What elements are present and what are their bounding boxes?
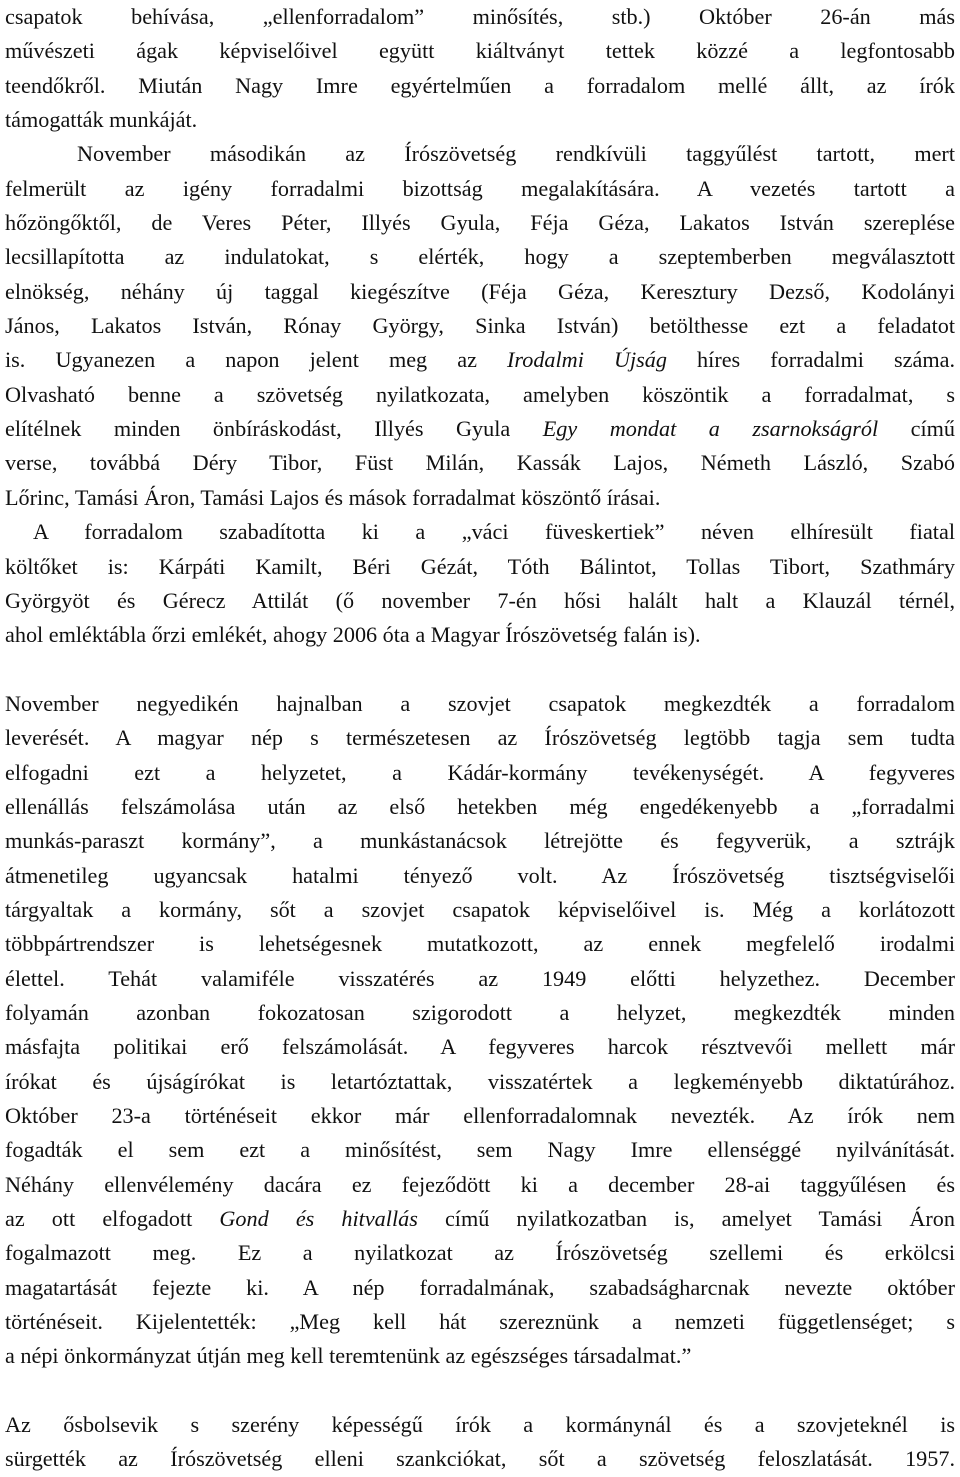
paragraph-start-line: A forradalom szabadította ki a „váci füveskertiek” néven elhíresült fiatal: [33, 519, 955, 545]
italic-title: Gond és hitvallás: [219, 1206, 418, 1232]
text-line: hőzöngőktől, de Veres Péter, Illyés Gyula, Féja Géza, Lakatos István szereplése: [5, 210, 955, 236]
text-segment: az ott elfogadott: [5, 1206, 220, 1232]
text-line: [5, 343, 955, 377]
text-line: másfajta politikai erő felszámolását. A fegyveres harcok résztvevői mellett már: [5, 1034, 955, 1060]
text-line: János, Lakatos István, Rónay György, Sinka István) betölthesse ezt a feladatot: [5, 313, 955, 339]
text-line: [5, 1202, 955, 1236]
text-line: lecsillapította az indulatokat, s elérték, hogy a szeptemberben megválasztott: [5, 244, 955, 270]
text-line: felmerült az igény forradalmi bizottság megalakítására. A vezetés tartott a: [5, 175, 955, 201]
text-line: Györgyöt és Gérecz Attilát (ő november 7-én hősi halált halt a Klauzál térnél,: [5, 587, 955, 613]
text-line: fogadták el sem ezt a minősítést, sem Nagy Imre ellenséggé nyilvánítását.: [5, 1137, 955, 1163]
paragraph-start-line: November másodikán az Írószövetség rendkívüli taggyűlést tartott, mert: [77, 141, 955, 167]
text-line: csapatok behívása, „ellenforradalom” minősítés, stb.) Október 26-án más: [5, 4, 955, 29]
text-line: átmenetileg ugyancsak hatalmi tényező volt. Az Írószövetség tisztségviselői: [5, 862, 955, 888]
text-segment: című nyilatkozatban is, amelyet Tamási Áron: [417, 1206, 955, 1232]
text-segment: című: [878, 416, 955, 442]
text-segment: is. Ugyanezen a napon jelent meg az: [5, 347, 508, 373]
text-line: élettel. Tehát valamiféle visszatérés az 1949 előtti helyzethez. December: [5, 965, 955, 991]
text-line: elfogadni ezt a helyzetet, a Kádár-kormány tevékenységét. A fegyveres: [5, 759, 955, 785]
text-line: fogalmazott meg. Ez a nyilatkozat az Írószövetség szellemi és erkölcsi: [5, 1240, 955, 1266]
text-line: leverését. A magyar nép s természetesen az Írószövetség legtöbb tagja sem tudta: [5, 725, 955, 751]
text-line: többpártrendszer is lehetségesnek mutatkozott, az ennek megfelelő irodalmi: [5, 931, 955, 957]
text-line: történéseit. Kijelentették: „Meg kell hát szereznünk a nemzeti függetlenséget; s: [5, 1309, 955, 1335]
text-line: a népi önkormányzat útján meg kell teremtenünk az egészséges társadalmat.”: [5, 1343, 692, 1369]
text-line: tárgyaltak a kormány, sőt a szovjet csapatok képviselőivel is. Még a korlátozott: [5, 896, 955, 922]
text-line: sürgették az Írószövetség elleni szankciókat, sőt a szövetség feloszlatását. 1957.: [5, 1446, 955, 1472]
text-line: [5, 412, 955, 446]
text-line: Néhány ellenvélemény dacára ez fejeződött ki a december 28-ai taggyűlésen és: [5, 1171, 955, 1197]
text-line: folyamán azonban fokozatosan szigorodott a helyzet, megkezdték minden: [5, 999, 955, 1025]
text-line: művészeti ágak képviselőivel együtt kiáltványt tettek közzé a legfontosabb: [5, 38, 955, 64]
text-segment: elítélnek minden önbíráskodást, Illyés Gyula: [5, 416, 543, 442]
text-line: ellenállás felszámolása után az első hetekben még engedékenyebb a „forradalmi: [5, 793, 955, 819]
paragraph-gap: [5, 1374, 955, 1408]
text-line: költőket is: Kárpáti Kamilt, Béri Gézát, Tóth Bálintot, Tollas Tibort, Szathmáry: [5, 553, 955, 579]
text-line: írókat és újságírókat is letartóztattak, visszatértek a legkeményebb diktatúrához.: [5, 1068, 955, 1094]
text-line: támogatták munkáját.: [5, 107, 198, 133]
italic-title: Egy mondat a zsarnokságról: [542, 416, 879, 442]
text-line: teendőkről. Miután Nagy Imre egyértelműen a forradalom mellé állt, az írók: [5, 72, 955, 98]
text-line: Lőrinc, Tamási Áron, Tamási Lajos és mások forradalmat köszöntő írásai.: [5, 484, 661, 510]
paragraph-gap: [5, 653, 955, 687]
text-line: elnökség, néhány új taggal kiegészítve (Féja Géza, Keresztury Dezső, Kodolányi: [5, 278, 955, 304]
paragraph-start-line: November negyedikén hajnalban a szovjet csapatok megkezdték a forradalom: [5, 690, 955, 716]
text-segment: híres forradalmi száma.: [666, 347, 955, 373]
text-line: verse, továbbá Déry Tibor, Füst Milán, Kassák Lajos, Németh László, Szabó: [5, 450, 955, 476]
paragraph-start-line: Az ősbolsevik s szerény képességű írók a kormánynál és a szovjeteknél is: [5, 1412, 955, 1438]
text-line: munkás-paraszt kormány”, a munkástanácsok létrejötte és fegyverük, a sztrájk: [5, 828, 955, 854]
text-line: magatartását fejezte ki. A nép forradalmának, szabadságharcnak nevezte október: [5, 1274, 955, 1300]
italic-title: Irodalmi Újság: [507, 347, 667, 373]
text-line: Olvasható benne a szövetség nyilatkozata, amelyben köszöntik a forradalmat, s: [5, 381, 955, 407]
text-line: ahol emléktábla őrzi emlékét, ahogy 2006 óta a Magyar Írószövetség falán is).: [5, 622, 701, 648]
document-page: [5, 0, 955, 1477]
text-line: Október 23-a történéseit ekkor már ellenforradalomnak nevezték. Az írók nem: [5, 1103, 955, 1128]
